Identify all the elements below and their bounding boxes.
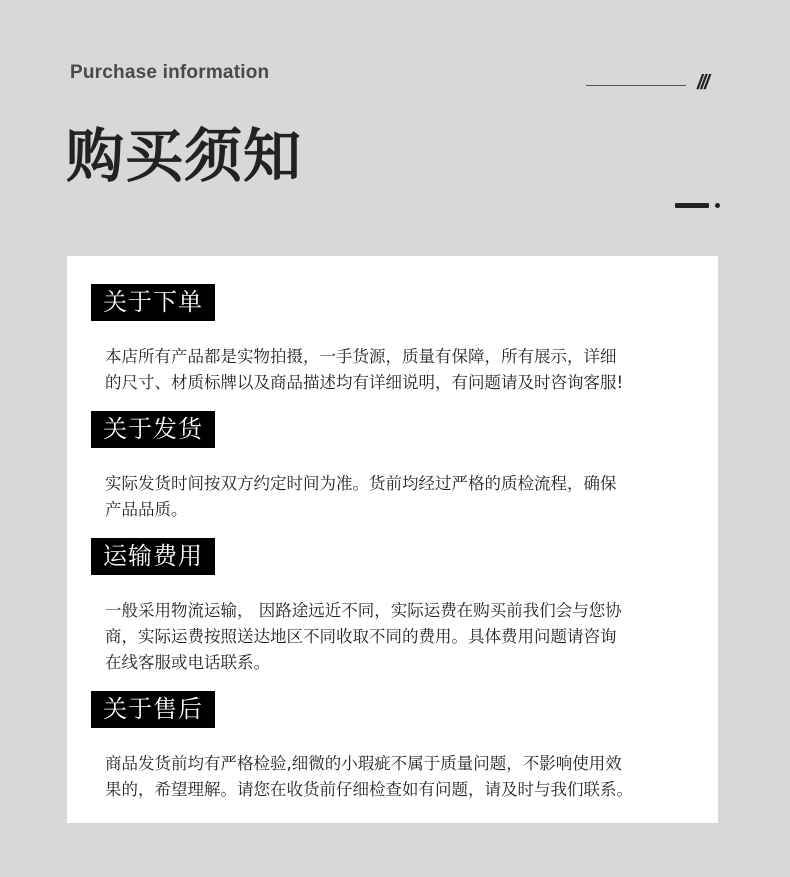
slash-decoration: ///	[697, 72, 708, 94]
section-freight	[91, 538, 691, 676]
body-line: 果的，希望理解。请您在收货前仔细检查如有问题，请及时与我们联系。	[105, 780, 633, 799]
page-title: 购买须知	[66, 122, 303, 190]
section-after-sales	[91, 691, 691, 803]
body-line: 的尺寸、材质标牌以及商品描述均有详细说明，有问题请及时咨询客服!	[105, 373, 624, 392]
dash-decoration	[675, 203, 709, 208]
section-shipping	[91, 411, 691, 523]
body-line: 产品品质。	[105, 500, 188, 519]
section-body	[91, 751, 691, 803]
body-line: 实际发货时间按双方约定时间为准。货前均经过严格的质检流程，确保	[105, 474, 617, 493]
body-line: 一般采用物流运输， 因路途远近不同，实际运费在购买前我们会与您协	[105, 601, 622, 620]
dot-decoration	[715, 203, 720, 208]
section-title: 关于发货	[91, 411, 215, 448]
section-title: 关于下单	[91, 284, 215, 321]
body-line: 在线客服或电话联系。	[105, 653, 270, 672]
body-line: 商品发货前均有严格检验,细微的小瑕疵不属于质量问题，不影响使用效	[105, 754, 622, 773]
section-body	[91, 471, 691, 523]
info-card	[67, 256, 718, 823]
top-rule	[586, 85, 686, 86]
section-order	[91, 284, 691, 396]
section-title: 关于售后	[91, 691, 215, 728]
body-line: 本店所有产品都是实物拍摄，一手货源，质量有保障，所有展示，详细	[105, 347, 617, 366]
subtitle: Purchase information	[70, 62, 270, 83]
body-line: 商，实际运费按照送达地区不同收取不同的费用。具体费用问题请咨询	[105, 627, 617, 646]
section-body	[91, 344, 691, 396]
section-title: 运输费用	[91, 538, 215, 575]
section-body	[91, 598, 691, 676]
